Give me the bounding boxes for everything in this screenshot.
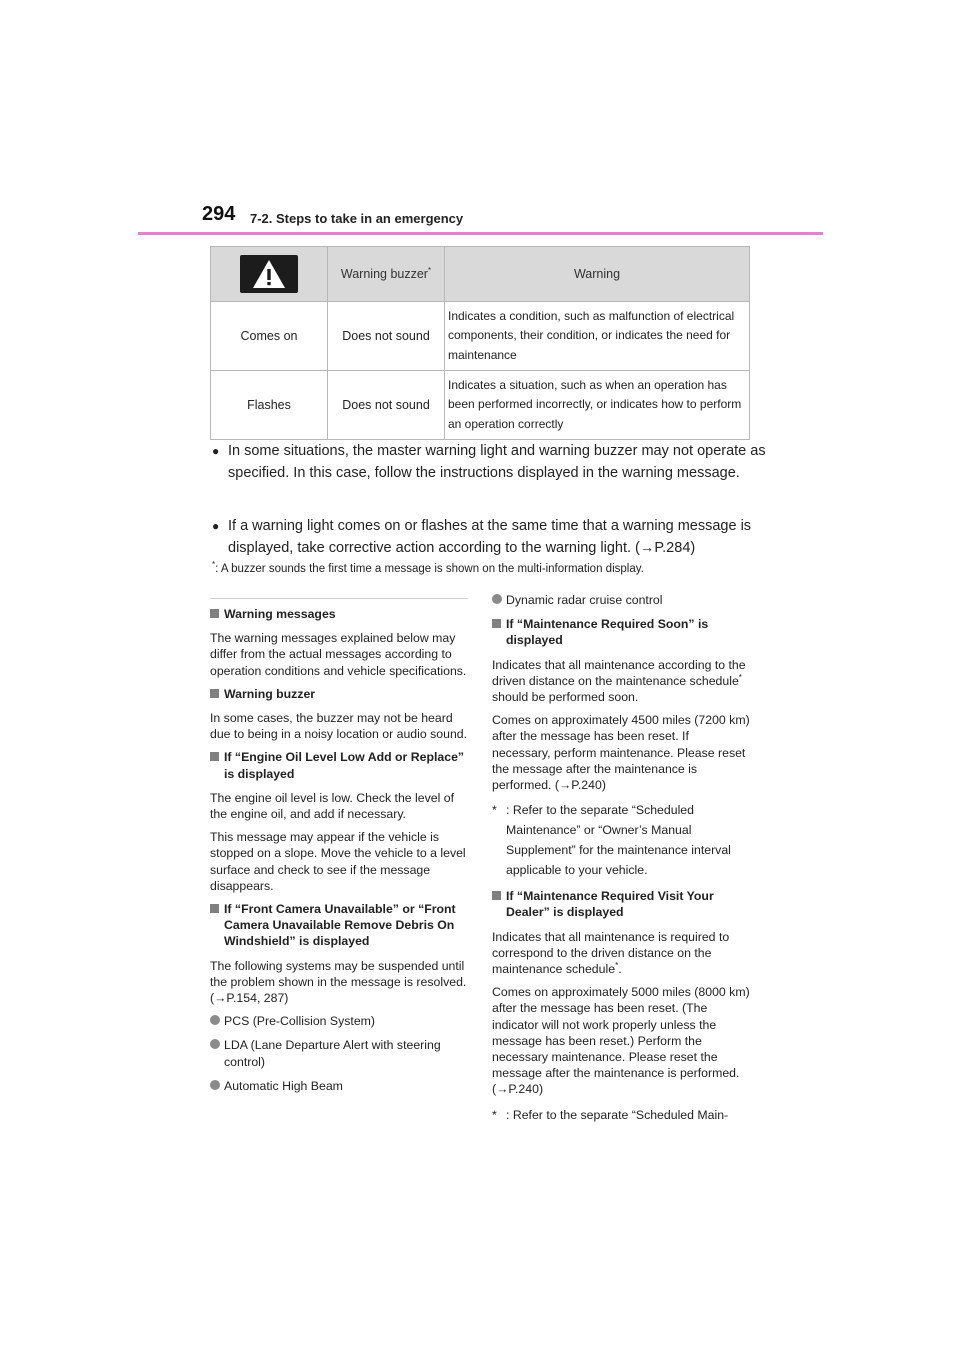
bullet-icon: ● (212, 444, 220, 458)
bullet-item: ● In some situations, the master warning light and warning buzzer may not operate as specified. In this case, follow the instructions displayed in the warning message. (212, 440, 772, 484)
paragraph: The following systems may be suspended until the problem shown in the message is resolved. (→P.154, 287) (210, 958, 467, 1006)
circle-bullet-icon (210, 1080, 220, 1090)
left-column (210, 606, 468, 1102)
paragraph: In some cases, the buzzer may not be heard due to being in a noisy location or audio sound. (210, 711, 468, 742)
heading-front-camera: If “Front Camera Unavailable” or “Front Camera Unavailable Remove Debris On Windshield” is displayed (210, 901, 468, 950)
column-divider (210, 598, 468, 599)
bullet-icon: ● (212, 519, 220, 533)
table-icon-cell (211, 247, 328, 302)
footnote: * : Refer to the separate “Scheduled Main- (492, 1107, 729, 1122)
table-header-row (211, 247, 750, 302)
paragraph: Indicates that all maintenance according to the driven distance on the maintenance schedule* should be performed soon. (492, 657, 746, 705)
heading-maintenance-dealer: If “Maintenance Required Visit Your Dealer” is displayed (492, 888, 750, 920)
square-bullet-icon (210, 609, 219, 618)
table-row (211, 371, 750, 440)
footnote: * : Refer to the separate “Scheduled Maintenance” or “Owner’s Manual Supplement” for the maintenance interval applicable to your vehicle. (492, 803, 731, 878)
paragraph: Comes on approximately 4500 miles (7200 km) after the message has been reset. If necessary, perform maintenance. Please reset the message after the maintenance is performed. (→P.240) (492, 713, 750, 793)
cell-buzzer: Does not sound (328, 371, 445, 440)
paragraph: The warning messages explained below may differ from the actual messages according to operation conditions and vehicle specifications. (210, 631, 467, 678)
paragraph: Comes on approximately 5000 miles (8000 km) after the message has been reset. (The indicator will not work properly unless the message has been reset.) Perform the necessary maintenance. Please reset the message after the maintenance is performed. (→P.240) (492, 985, 750, 1097)
table-row (211, 302, 750, 371)
circle-bullet-icon (210, 1015, 220, 1025)
column-header-buzzer: Warning buzzer* (328, 247, 445, 302)
table-footnote: *: A buzzer sounds the first time a message is shown on the multi-information display. (212, 560, 644, 575)
cell-warning: Indicates a condition, such as malfunction of electrical components, their condition, or indicates the need for maintenance (445, 302, 750, 371)
square-bullet-icon (210, 752, 219, 761)
circle-bullet-icon (492, 594, 502, 604)
list-item: Dynamic radar cruise control (492, 592, 750, 608)
heading-warning-messages: Warning messages (210, 606, 468, 622)
square-bullet-icon (492, 619, 501, 628)
circle-bullet-icon (210, 1039, 220, 1049)
section-title: 7-2. Steps to take in an emergency (250, 211, 464, 226)
page-number: 294 (202, 203, 236, 225)
column-header-warning: Warning (445, 247, 750, 302)
paragraph: This message may appear if the vehicle is stopped on a slope. Move the vehicle to a level surface and check to see if the message disappears. (210, 830, 466, 893)
heading-warning-buzzer: Warning buzzer (210, 686, 468, 702)
cell-light: Flashes (211, 371, 328, 440)
list-item: Automatic High Beam (210, 1078, 468, 1094)
cell-warning: Indicates a situation, such as when an operation has been performed incorrectly, or indicates how to perform an operation correctly (445, 371, 750, 440)
square-bullet-icon (210, 904, 219, 913)
warning-triangle-icon (240, 255, 298, 293)
heading-maintenance-soon: If “Maintenance Required Soon” is displayed (492, 616, 750, 648)
warning-table (210, 246, 750, 440)
paragraph: Indicates that all maintenance is required to correspond to the driven distance on the maintenance schedule*. (492, 929, 730, 977)
right-column (492, 592, 750, 1133)
paragraph: The engine oil level is low. Check the level of the engine oil, and add if necessary. (210, 790, 455, 822)
square-bullet-icon (210, 689, 219, 698)
cell-light: Comes on (211, 302, 328, 371)
list-item: PCS (Pre-Collision System) (210, 1013, 468, 1029)
cell-buzzer: Does not sound (328, 302, 445, 371)
heading-engine-oil: If “Engine Oil Level Low Add or Replace” is displayed (210, 749, 468, 781)
bullet-item: ● If a warning light comes on or flashes at the same time that a warning message is displayed, take corrective action according to the warning light. (→P.284) (212, 515, 772, 559)
header-rule (138, 232, 823, 235)
square-bullet-icon (492, 891, 501, 900)
list-item: LDA (Lane Departure Alert with steering control) (210, 1037, 468, 1069)
